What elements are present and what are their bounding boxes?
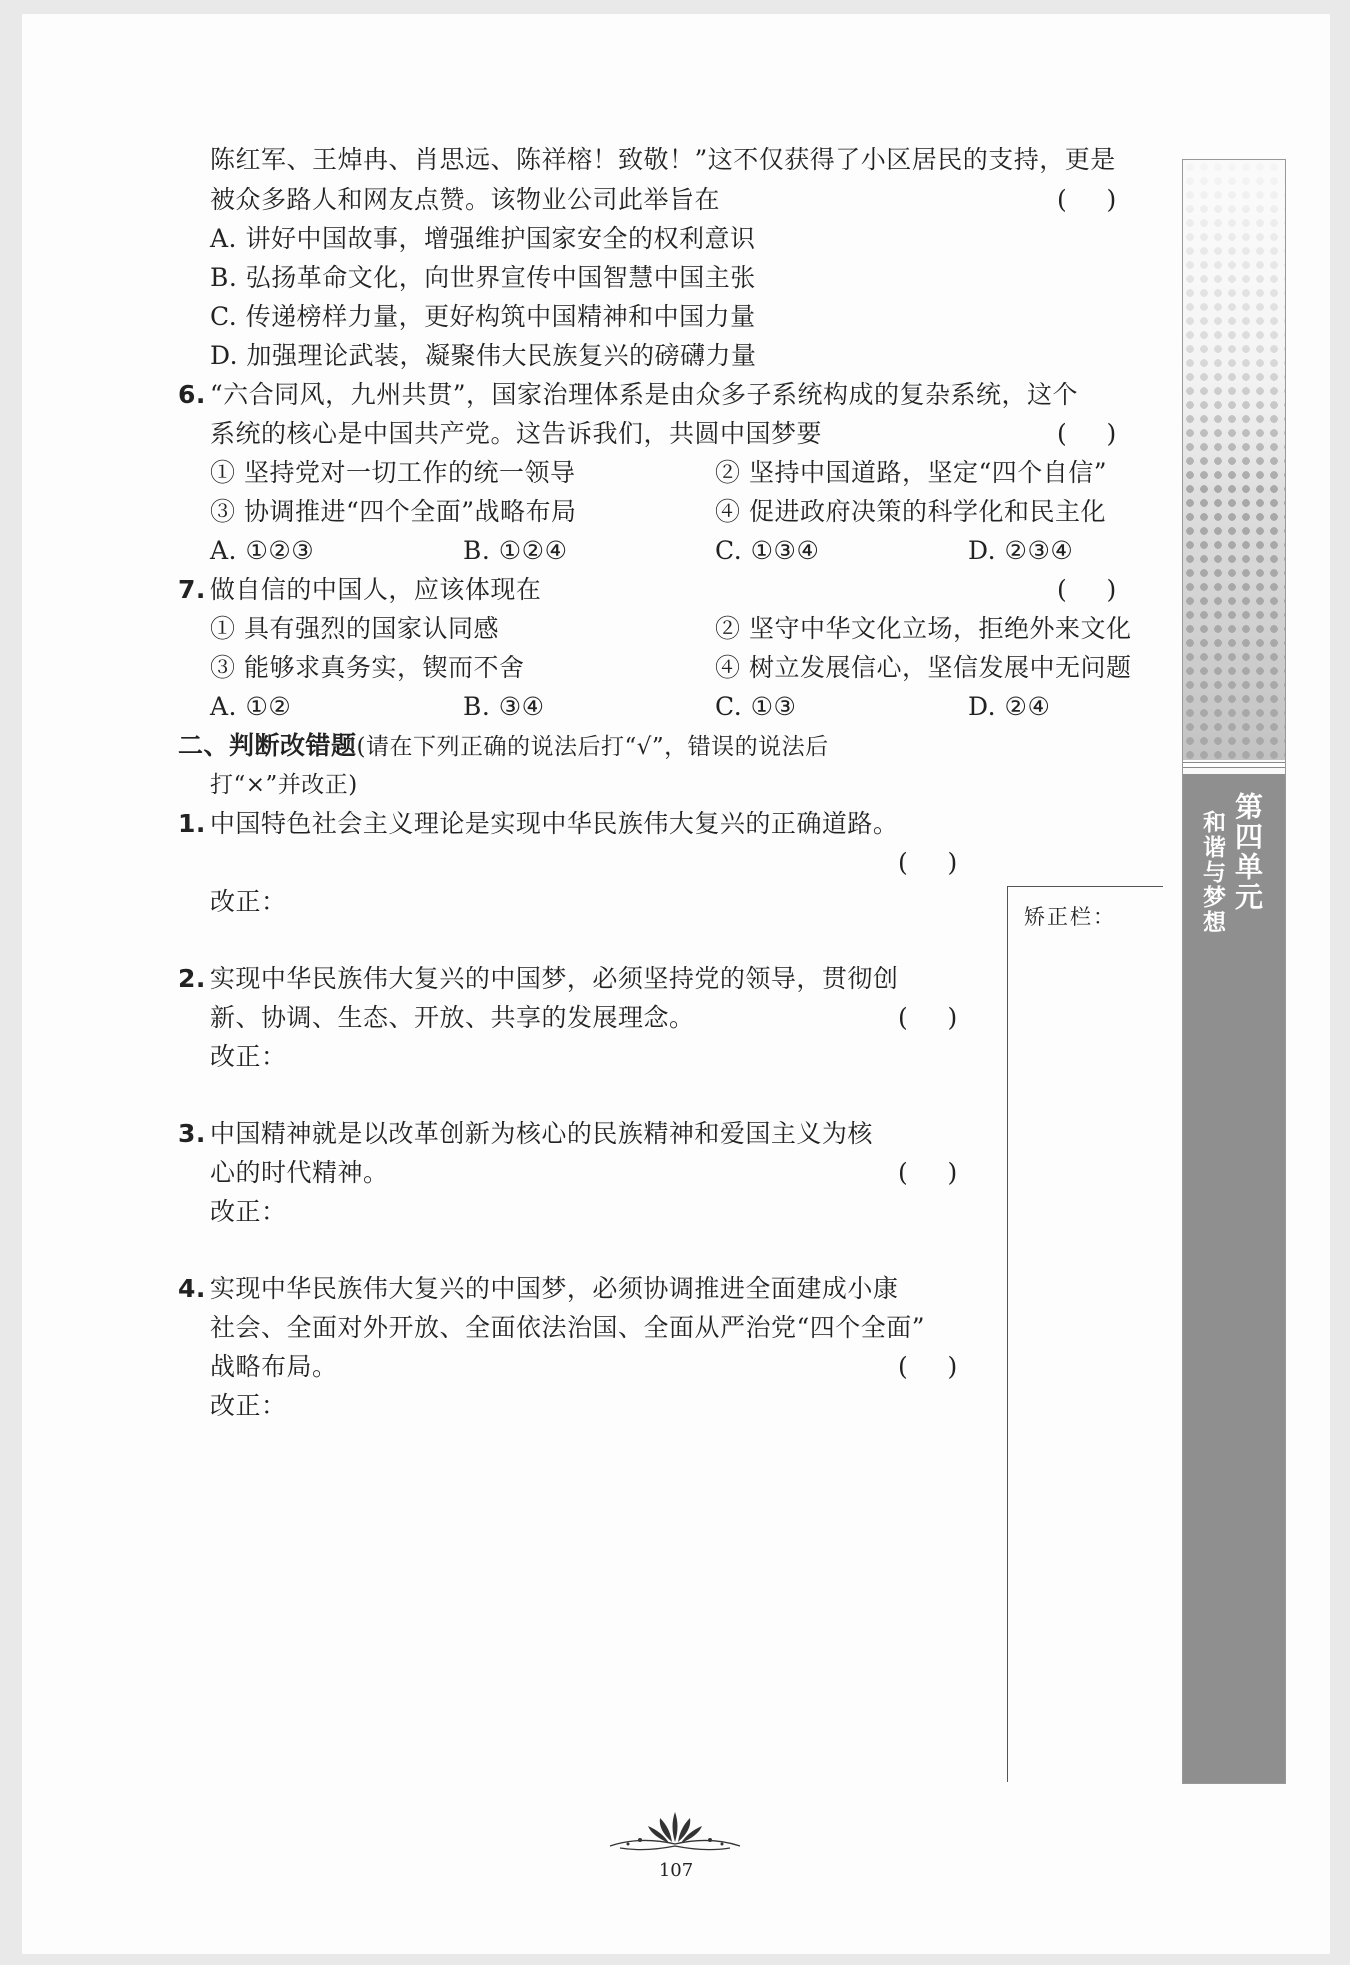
unit-tab[interactable] — [1183, 774, 1285, 1783]
halftone-fade — [1183, 160, 1285, 490]
unit-subtitle: 和谐与梦想 — [1199, 810, 1225, 935]
q7-answer-blank[interactable]: ( ) — [1057, 575, 1117, 604]
q5-option-b: B. 弘扬革命文化，向世界宣传中国智慧中国主张 — [210, 263, 756, 292]
tf3-line1 — [178, 1114, 873, 1154]
tf4-answer-blank[interactable]: ( ) — [898, 1352, 958, 1381]
q6-item-3: ③ 协调推进“四个全面”战略布局 — [210, 497, 577, 526]
tf1-correction-label[interactable]: 改正： — [210, 887, 287, 916]
q5-option-c: C. 传递榜样力量，更好构筑中国精神和中国力量 — [210, 302, 756, 331]
q6-item-2: ② 坚持中国道路，坚定“四个自信” — [715, 458, 1108, 487]
tf3-correction-label[interactable]: 改正： — [210, 1197, 287, 1226]
section2-note-line1: (请在下列正确的说法后打“√”，错误的说法后 — [356, 734, 829, 760]
section2-title: 二、判断改错题 — [178, 731, 357, 760]
unit-title: 第四单元 — [1231, 792, 1264, 912]
q7-choice-b: B. ③④ — [463, 692, 545, 721]
tf3-number: 3. — [178, 1119, 206, 1148]
tf2-statement-line1: 实现中华民族伟大复兴的中国梦，必须坚持党的领导，贯彻创 — [209, 964, 899, 993]
tf1-number: 1. — [178, 809, 206, 838]
q7-item-2: ② 坚守中华文化立场，拒绝外来文化 — [715, 614, 1132, 643]
tf4-line3: 战略布局。 — [210, 1352, 338, 1381]
tf1-answer-blank[interactable]: ( ) — [898, 848, 958, 877]
q7-choice-a: A. ①② — [210, 692, 292, 721]
leaf-ornament-icon — [600, 1808, 750, 1858]
tf4-line2: 社会、全面对外开放、全面依法治国、全面从严治党“四个全面” — [210, 1313, 926, 1342]
tf2-correction-label[interactable]: 改正： — [210, 1042, 287, 1071]
tf4-number: 4. — [178, 1274, 206, 1303]
side-divider — [1183, 762, 1285, 768]
q6-item-4: ④ 促进政府决策的科学化和民主化 — [715, 497, 1106, 526]
tf4-statement-line1: 实现中华民族伟大复兴的中国梦，必须协调推进全面建成小康 — [209, 1274, 899, 1303]
tf1-statement: 中国特色社会主义理论是实现中华民族伟大复兴的正确道路。 — [209, 809, 899, 838]
q5-text-line1: 陈红军、王焯冉、肖思远、陈祥榕！致敬！”这不仅获得了小区居民的支持，更是 — [210, 145, 1116, 174]
unit-side-strip — [1182, 159, 1286, 1784]
workbook-page — [22, 14, 1330, 1954]
tf2-line2: 新、协调、生态、开放、共享的发展理念。 — [210, 1003, 695, 1032]
q7-choice-d: D. ②④ — [968, 692, 1051, 721]
q6-choice-d: D. ②③④ — [968, 536, 1074, 565]
section2-note-line2: 打“×”并改正) — [210, 772, 358, 798]
q6-stem-line1: “六合同风，九州共贯”，国家治理体系是由众多子系统构成的复杂系统，这个 — [209, 380, 1078, 409]
q5-answer-blank[interactable]: ( ) — [1057, 185, 1117, 214]
q6-number: 6. — [178, 380, 206, 409]
q7-item-1: ① 具有强烈的国家认同感 — [210, 614, 499, 643]
q6-choice-c: C. ①③④ — [715, 536, 820, 565]
tf1-line1 — [178, 804, 898, 844]
q6-item-1: ① 坚持党对一切工作的统一领导 — [210, 458, 576, 487]
q7-item-4: ④ 树立发展信心，坚信发展中无问题 — [715, 653, 1132, 682]
q6-choice-b: B. ①②④ — [463, 536, 568, 565]
q7-text-line1 — [178, 570, 541, 610]
q5-option-d: D. 加强理论武装，凝聚伟大民族复兴的磅礴力量 — [210, 341, 757, 370]
tf4-line1 — [178, 1269, 898, 1309]
tf3-statement-line1: 中国精神就是以改革创新为核心的民族精神和爱国主义为核 — [209, 1119, 873, 1148]
q6-text-line1 — [178, 375, 1078, 415]
correction-column[interactable] — [1007, 886, 1163, 1782]
q7-choice-c: C. ①③ — [715, 692, 797, 721]
q6-answer-blank[interactable]: ( ) — [1057, 419, 1117, 448]
q5-option-a: A. 讲好中国故事，增强维护国家安全的权利意识 — [210, 224, 756, 253]
q6-text-line2: 系统的核心是中国共产党。这告诉我们，共圆中国梦要 — [210, 419, 823, 448]
correction-column-label: 矫正栏： — [1024, 905, 1116, 929]
tf2-answer-blank[interactable]: ( ) — [898, 1003, 958, 1032]
tf2-number: 2. — [178, 964, 206, 993]
tf3-line2: 心的时代精神。 — [210, 1158, 389, 1187]
tf3-answer-blank[interactable]: ( ) — [898, 1158, 958, 1187]
section2-header — [178, 726, 829, 767]
q7-stem: 做自信的中国人，应该体现在 — [209, 575, 542, 604]
q5-text-line2: 被众多路人和网友点赞。该物业公司此举旨在 — [210, 185, 721, 214]
q6-choice-a: A. ①②③ — [210, 536, 315, 565]
q7-item-3: ③ 能够求真务实，锲而不舍 — [210, 653, 525, 682]
page-number: 107 — [658, 1860, 694, 1881]
tf4-correction-label[interactable]: 改正： — [210, 1391, 287, 1420]
q7-number: 7. — [178, 575, 206, 604]
tf2-line1 — [178, 959, 898, 999]
